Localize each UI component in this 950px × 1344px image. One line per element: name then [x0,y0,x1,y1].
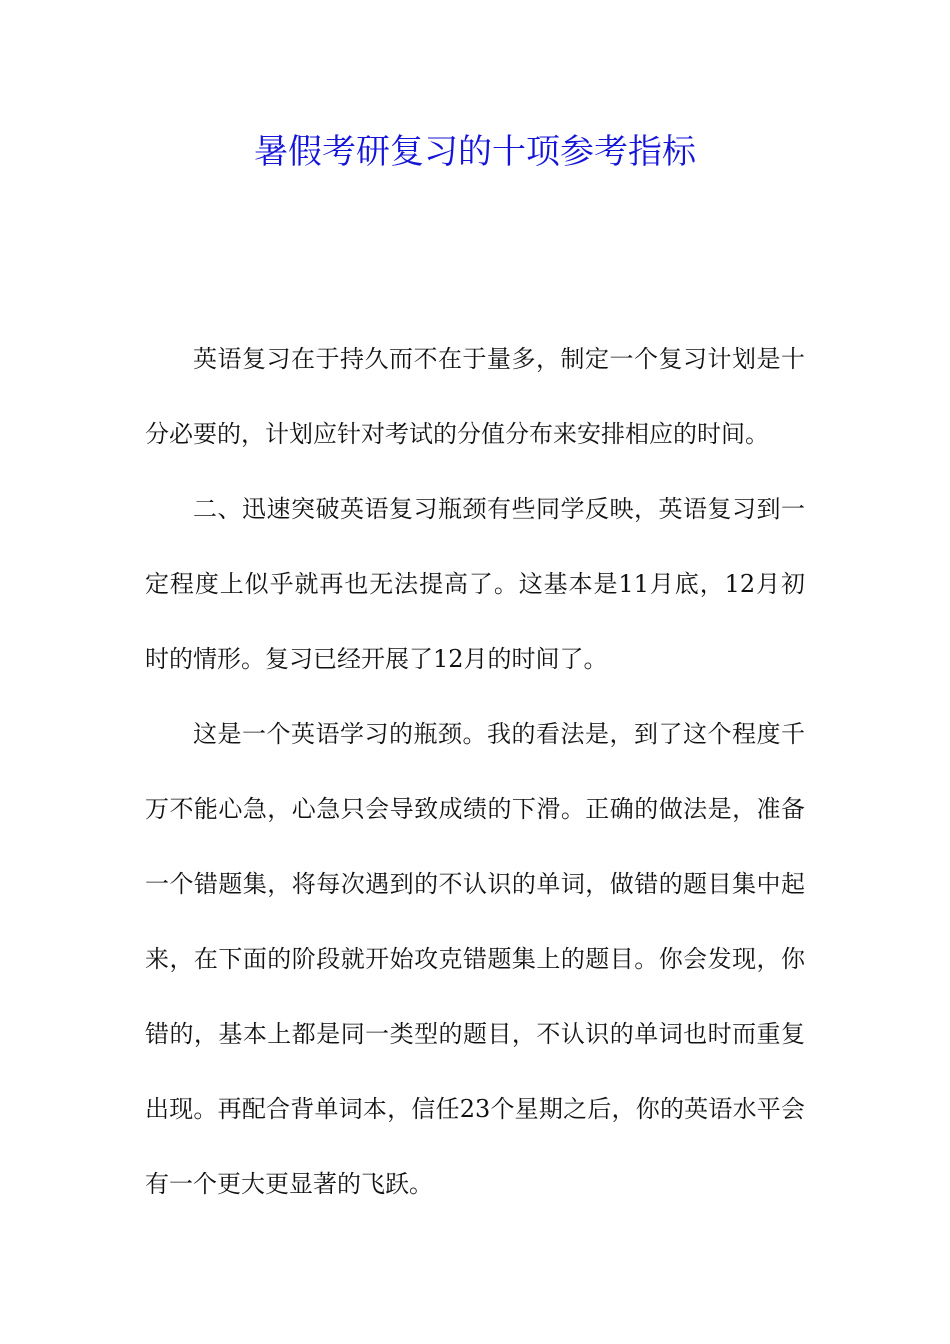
paragraph-3: 这是一个英语学习的瓶颈。我的看法是，到了这个程度千万不能心急，心急只会导致成绩的下滑。正确的做法是，准备一个错题集，将每次遇到的不认识的单词，做错的题目集中起来，在下面的阶段就开始攻克错题集上的题目。你会发现，你错的，基本上都是同一类型的题目，不认识的单词也时而重复出现。再配合背单词本，信任23个星期之后，你的英语水平会有一个更大更显著的飞跃。 [145,720,805,1198]
paragraph-2: 二、迅速突破英语复习瓶颈有些同学反映，英语复习到一定程度上似乎就再也无法提高了。这基本是11月底，12月初时的情形。复习已经开展了12月的时间了。 [145,495,805,673]
document-title: 暑假考研复习的十项参考指标 [254,132,696,172]
document-body [145,322,805,1222]
paragraph-1: 英语复习在于持久而不在于量多，制定一个复习计划是十分必要的，计划应针对考试的分值分布来安排相应的时间。 [145,345,805,448]
